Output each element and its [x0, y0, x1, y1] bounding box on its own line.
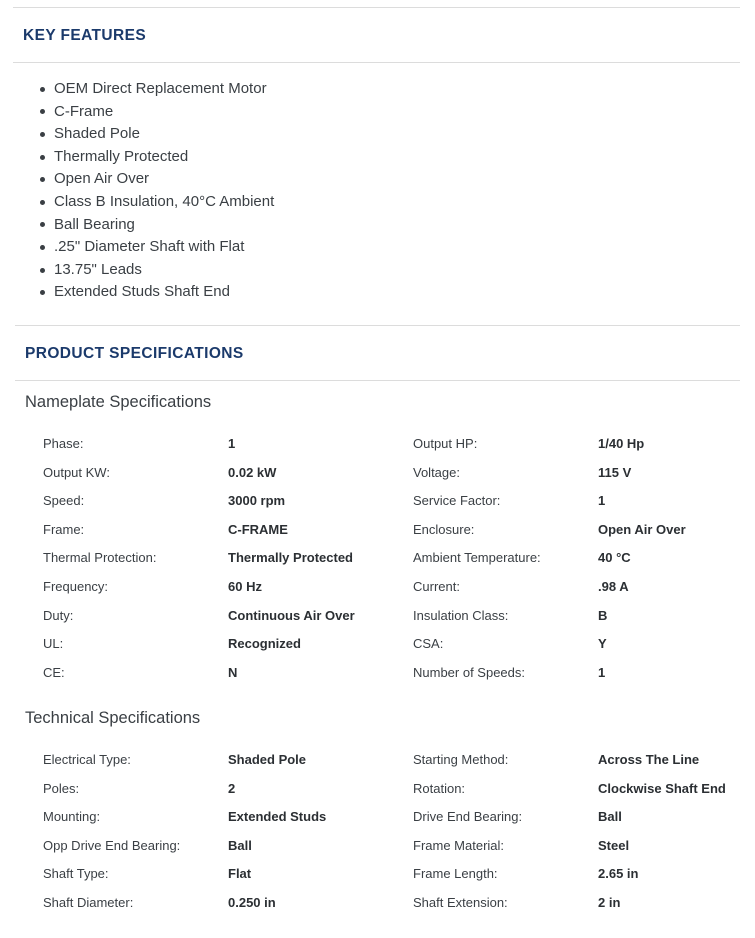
nameplate-specifications-title: Nameplate Specifications [25, 393, 212, 411]
feature-item [40, 146, 274, 169]
spec-value: Flat [228, 866, 252, 882]
specs-top-divider [15, 325, 740, 326]
spec-label: Insulation Class: [413, 607, 509, 623]
feature-text: Open Air Over [54, 170, 150, 188]
spec-value: N [228, 664, 238, 680]
bullet-icon [40, 87, 45, 92]
feature-text: C-Frame [54, 102, 114, 120]
bullet-icon [40, 268, 45, 273]
bullet-icon [40, 177, 45, 182]
spec-label: Current: [413, 578, 460, 594]
spec-value: Ball [598, 809, 622, 825]
spec-label: Frame: [43, 521, 85, 537]
bullet-icon [40, 132, 45, 137]
feature-item [40, 123, 274, 146]
specs-title-divider [15, 380, 740, 381]
feature-text: Extended Studs Shaft End [54, 283, 230, 301]
spec-value: Recognized [228, 636, 301, 652]
spec-label: Speed: [43, 493, 85, 509]
bullet-icon [40, 155, 45, 160]
spec-label: CSA: [413, 636, 444, 652]
feature-item [40, 259, 274, 282]
spec-label: Rotation: [413, 780, 466, 796]
feature-item [40, 168, 274, 191]
spec-value: B [598, 607, 608, 623]
spec-value: 0.250 in [228, 894, 276, 910]
spec-label: Ambient Temperature: [413, 550, 541, 566]
spec-label: Starting Method: [413, 752, 509, 767]
spec-label: UL: [43, 636, 64, 652]
top-divider [13, 7, 740, 8]
spec-value: 40 °C [598, 550, 631, 566]
spec-value: Open Air Over [598, 521, 686, 537]
spec-value: Continuous Air Over [228, 607, 355, 623]
spec-value: 115 V [598, 464, 632, 480]
spec-value: 1 [598, 664, 606, 680]
spec-value: C-FRAME [228, 521, 288, 537]
spec-label: Number of Speeds: [413, 664, 526, 680]
bullet-icon [40, 222, 45, 227]
spec-value: Clockwise Shaft End [598, 780, 726, 796]
spec-label: Service Factor: [413, 493, 501, 509]
spec-label: Mounting: [43, 809, 101, 825]
spec-label: CE: [43, 664, 65, 680]
spec-value: Shaded Pole [228, 752, 307, 767]
spec-label: Output KW: [43, 464, 110, 480]
feature-text: 13.75" Leads [54, 260, 142, 278]
feature-text: Ball Bearing [54, 215, 135, 233]
product-specifications-title: PRODUCT SPECIFICATIONS [25, 345, 244, 362]
spec-label: Drive End Bearing: [413, 809, 523, 825]
spec-value: Steel [598, 837, 630, 853]
feature-item [40, 214, 274, 237]
spec-label: Voltage: [413, 464, 460, 480]
key-features-title: KEY FEATURES [23, 27, 147, 44]
spec-label: Phase: [43, 436, 84, 451]
spec-value: Ball [228, 837, 252, 853]
spec-label: Shaft Type: [43, 866, 109, 882]
spec-value: 60 Hz [228, 578, 262, 594]
spec-value: 2 in [598, 894, 621, 910]
spec-label: Electrical Type: [43, 752, 131, 767]
key-features-list [40, 78, 274, 304]
spec-label: Opp Drive End Bearing: [43, 837, 181, 853]
feature-item [40, 101, 274, 124]
bullet-icon [40, 245, 45, 250]
spec-label: Enclosure: [413, 521, 475, 537]
spec-label: Thermal Protection: [43, 550, 157, 566]
spec-value: 2 [228, 780, 236, 796]
technical-specifications-title: Technical Specifications [25, 709, 201, 727]
spec-value: Thermally Protected [228, 550, 353, 566]
spec-value: 3000 rpm [228, 493, 286, 509]
spec-value: .98 A [598, 578, 629, 594]
feature-text: Class B Insulation, 40°C Ambient [54, 192, 275, 210]
spec-label: Shaft Diameter: [43, 894, 134, 910]
spec-value: Across The Line [598, 752, 700, 767]
spec-value: Extended Studs [228, 809, 327, 825]
feature-text: Shaded Pole [54, 125, 140, 143]
bullet-icon [40, 200, 45, 205]
feature-text: Thermally Protected [54, 147, 189, 165]
spec-value: 1 [228, 436, 236, 451]
spec-label: Frame Length: [413, 866, 498, 882]
spec-label: Frame Material: [413, 837, 505, 853]
bullet-icon [40, 290, 45, 295]
spec-label: Poles: [43, 780, 80, 796]
key-features-divider [13, 62, 740, 63]
spec-value: 1/40 Hp [598, 436, 645, 451]
feature-text: OEM Direct Replacement Motor [54, 80, 267, 97]
spec-value: 0.02 kW [228, 464, 277, 480]
spec-label: Duty: [43, 607, 74, 623]
spec-label: Shaft Extension: [413, 894, 508, 910]
feature-text: .25" Diameter Shaft with Flat [54, 238, 245, 256]
feature-item [40, 191, 274, 214]
spec-label: Output HP: [413, 436, 478, 451]
spec-label: Frequency: [43, 578, 109, 594]
spec-value: 2.65 in [598, 866, 639, 882]
feature-item [40, 281, 274, 304]
bullet-icon [40, 109, 45, 114]
feature-item [40, 236, 274, 259]
spec-value: 1 [598, 493, 606, 509]
spec-value: Y [598, 636, 607, 652]
feature-item [40, 78, 274, 101]
